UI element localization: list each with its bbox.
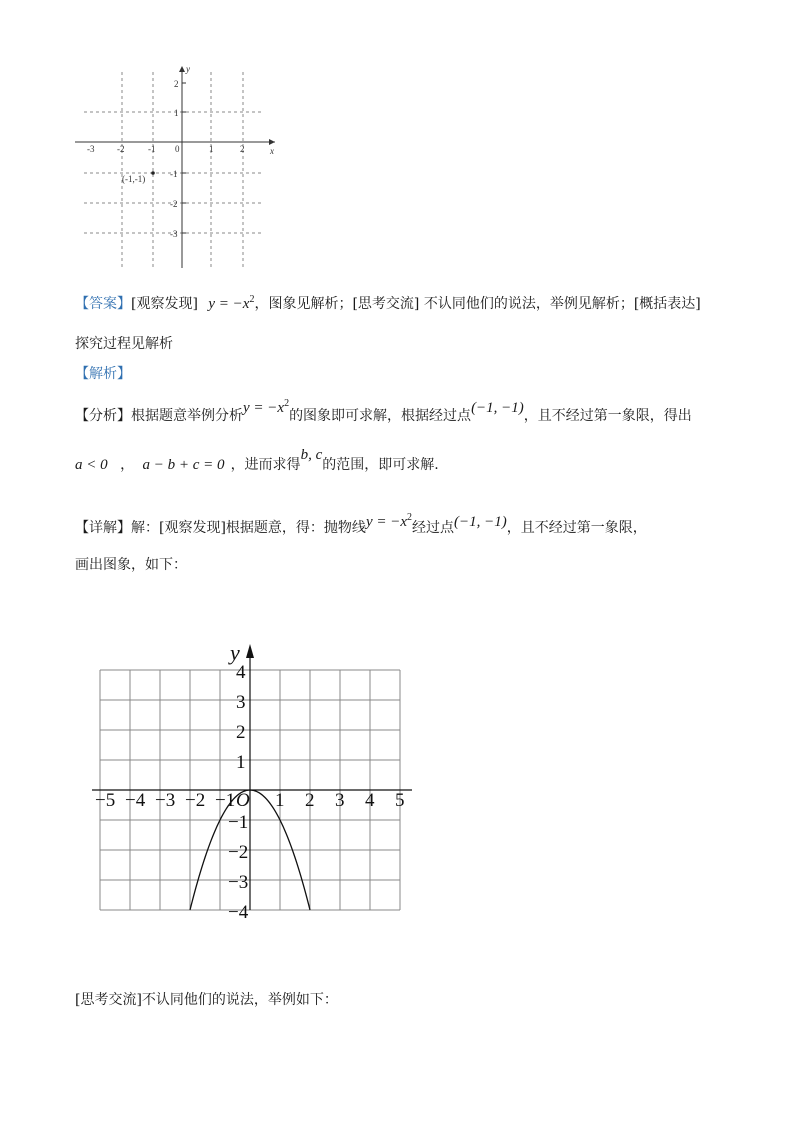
fig1-y-tick: 1 [174, 108, 179, 118]
answer-line2: 探究过程见解析 [75, 336, 173, 352]
analysis-point: (−1, −1) [471, 400, 524, 416]
analysis-cond2: a − b + c = 0 [142, 457, 225, 473]
fig1-x-tick: 2 [240, 144, 245, 154]
y-axis-arrow [246, 644, 254, 658]
fig1-point [151, 171, 155, 175]
x-tick-label: −4 [125, 790, 146, 811]
detail-text1: 解：[观察发现]根据题意，得：抛物线 [131, 520, 366, 536]
y-tick-label: −1 [228, 812, 249, 833]
x-tick-label: 2 [305, 790, 315, 811]
x-tick-label: −2 [185, 790, 206, 811]
detail-text3: ，且不经过第一象限， [506, 520, 647, 536]
x-tick-label: 1 [275, 790, 285, 811]
fig1-y-tick: -1 [170, 169, 178, 179]
y-tick-label: 2 [236, 722, 246, 743]
answer-tag: 【答案】 [75, 296, 131, 312]
thinking-line: [思考交流]不认同他们的说法，举例如下： [75, 992, 338, 1008]
parabola-chart [80, 600, 425, 950]
fig1-y-tick: 2 [174, 79, 179, 89]
x-tick-label: −1 [215, 790, 236, 811]
answer-part2: ，图象见解析；[思考交流] 不认同他们的说法，举例见解析；[概括表达] [254, 296, 701, 312]
answer-part1: [观察发现] [131, 296, 198, 312]
detail-line [75, 514, 647, 538]
detail-line2: 画出图象，如下： [75, 557, 187, 573]
analysis-text5: 的范围，即可求解. [322, 457, 439, 473]
analysis-text2: 的图象即可求解，根据经过点 [289, 408, 472, 424]
detail-tag: 【详解】 [75, 520, 131, 536]
analysis-comma: ， [120, 457, 135, 473]
analysis-equation: $y = -x^2$ [243, 398, 290, 416]
y-tick-label: 4 [236, 662, 246, 683]
analysis-text3: ，且不经过第一象限，得出 [523, 408, 692, 424]
y-tick-label: −2 [228, 842, 249, 863]
fig1-x-tick: 0 [175, 144, 180, 154]
x-tick-label: −5 [95, 790, 116, 811]
answer-equation: $y = -x^2$ [208, 294, 255, 312]
y-tick-label: 3 [236, 692, 246, 713]
y-tick-label: −3 [228, 872, 249, 893]
answer-line [75, 290, 701, 314]
analysis-line2 [75, 447, 439, 475]
y-tick-label: −4 [228, 902, 249, 923]
fig1-x-tick: -2 [117, 144, 125, 154]
x-tick-label: −3 [155, 790, 176, 811]
detail-text2: 经过点 [412, 520, 454, 536]
analysis-text1: 根据题意举例分析 [131, 408, 243, 424]
detail-point: (−1, −1) [454, 514, 507, 530]
x-tick-label: 5 [395, 790, 405, 811]
x-tick-label: 3 [335, 790, 345, 811]
y-axis-label: y [230, 640, 240, 665]
analysis-vars: b, c [300, 447, 323, 463]
fig1-y-tick: -2 [170, 199, 178, 209]
y-tick-label: 1 [236, 752, 246, 773]
fig1-x-tick: -3 [87, 144, 95, 154]
analysis-text4: ，进而求得 [230, 457, 301, 473]
analysis-cond1: a < 0 [75, 457, 108, 473]
detail-equation: $y = -x^2$ [365, 512, 412, 530]
coordinate-grid-figure [70, 60, 285, 275]
fig1-x-tick: -1 [148, 144, 156, 154]
analysis-tag-inline: 【分析】 [75, 408, 131, 424]
fig1-x-axis-label: x [270, 146, 274, 156]
x-tick-label: O [236, 790, 250, 811]
analysis-tag: 【解析】 [75, 366, 131, 382]
x-tick-label: 4 [365, 790, 375, 811]
analysis-line [75, 398, 692, 426]
fig1-x-tick: 1 [209, 144, 214, 154]
fig1-y-tick: -3 [170, 229, 178, 239]
fig1-point-label: (-1,-1) [122, 174, 146, 184]
fig1-y-axis-label: y [186, 64, 190, 74]
